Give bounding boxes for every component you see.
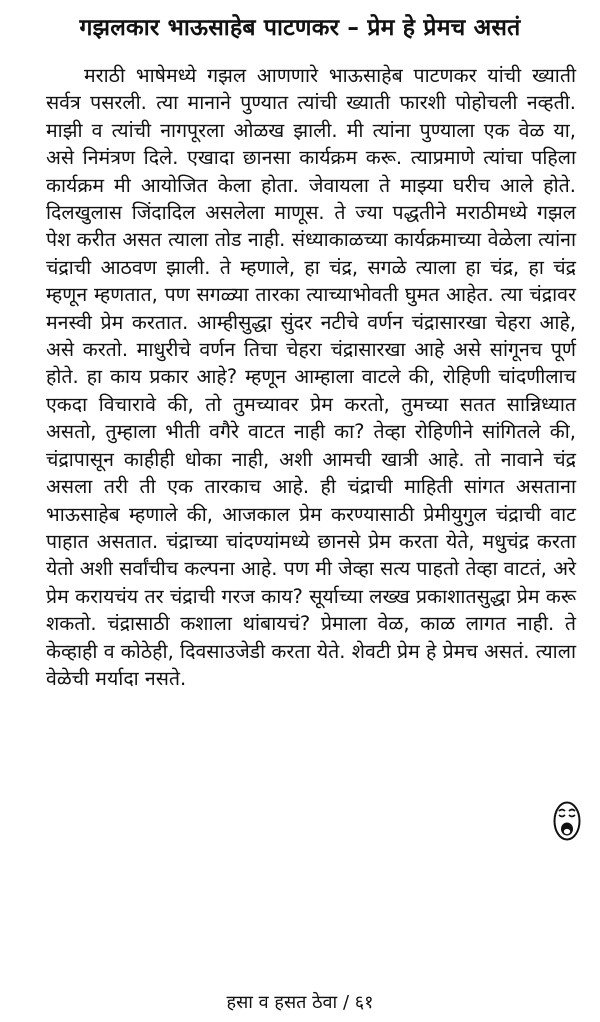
body-paragraph (46, 62, 576, 692)
page-footer: हसा व हसत ठेवा / ६१ (226, 992, 374, 1013)
laughing-face-icon (552, 800, 582, 842)
page-title: गझलकार भाऊसाहेब पाटणकर – प्रेम हे प्रेमच असतं (79, 15, 521, 41)
body-text: मराठी भाषेमध्ये गझल आणणारे भाऊसाहेब पाटणकर यांची ख्याती सर्वत्र पसरली. त्या मानाने पुण्यात त्यांची ख्याती फारशी पोहोचली नव्हती. माझी व त्यांची नागपूरला ओळख झाली. मी त्यांना पुण्याला एक वेळ या, असे निमंत्रण दिले. एखादा छानसा कार्यक्रम करू. त्याप्रमाणे त्यांचा पहिला कार्यक्रम मी आयोजित केला होता. जेवायला ते माझ्या घरीच आले होते. दिलखुलास जिंदादिल असलेला माणूस. ते ज्या पद्धतीने मराठीमध्ये गझल पेश करीत असत त्याला तोड नाही. संध्याकाळच्या कार्यक्रमाच्या वेळेला त्यांना चंद्राची आठवण झाली. ते म्हणाले, हा चंद्र, सगळे त्याला हा चंद्र, हा चंद्र म्हणून म्हणतात, पण सगळ्या तारका त्याच्याभोवती घुमत आहेत. त्या चंद्रावर मनस्वी प्रेम करतात. आम्हीसुद्धा सुंदर नटीचे वर्णन चंद्रासारखा चेहरा आहे, असे करतो. माधुरीचे वर्णन तिचा चेहरा चंद्रासारखा आहे असे सांगूनच पूर्ण होते. हा काय प्रकार आहे? म्हणून आम्हाला वाटले की, रोहिणी चांदणीलाच एकदा विचारावे की, तो तुमच्यावर प्रेम करतो, तुमच्या सतत सान्निध्यात असतो, तुम्हाला भीती वगैरे वाटत नाही का? तेव्हा रोहिणीने सांगितले की, चंद्रापासून काहीही धोका नाही, अशी आमची खात्री आहे. तो नावाने चंद्र असला तरी ती एक तारकाच आहे. ही चंद्राची माहिती सांगत असताना भाऊसाहेब म्हणाले की, आजकाल प्रेम करण्यासाठी प्रेमीयुगुल चंद्राची वाट पाहात असतात. चंद्राच्या चांदण्यांमध्ये छानसे प्रेम करता येते, मधुचंद्र करता येतो अशी सर्वांचीच कल्पना आहे. पण मी जेव्हा सत्य पाहतो तेव्हा वाटतं, अरे प्रेम करायचंय तर चंद्राची गरज काय? सूर्याच्या लख्ख प्रकाशातसुद्धा प्रेम करू शकतो. चंद्रासाठी कशाला थांबायचं? प्रेमाला वेळ, काळ लागत नाही. ते केव्हाही व कोठेही, दिवसाउजेडी करता येते. शेवटी प्रेम हे प्रेमच असतं. त्याला वेळेची मर्यादा नसते. (46, 64, 576, 690)
